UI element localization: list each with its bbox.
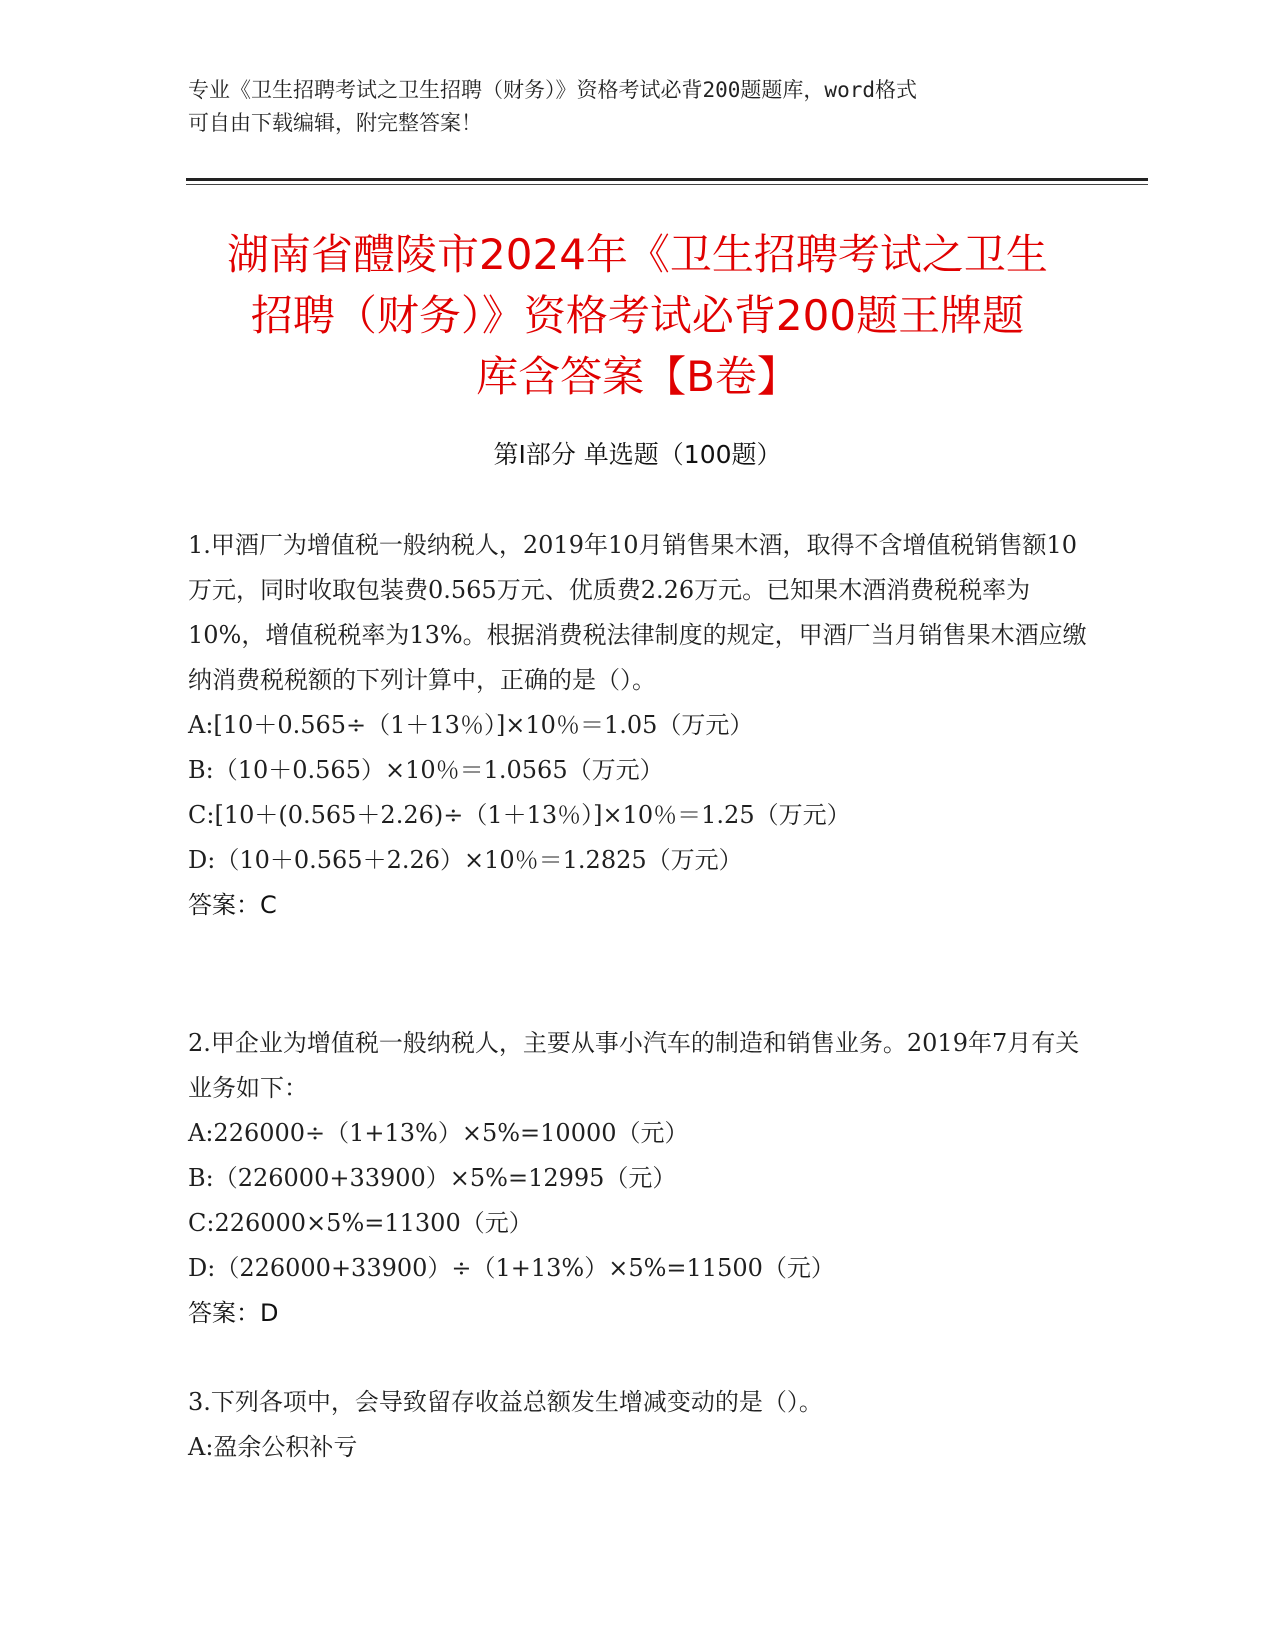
question-2 (188, 1021, 1088, 1336)
option-d: D:（226000+33900）÷（1+13%）×5%=11500（元） (188, 1254, 835, 1282)
option-a: A:226000÷（1+13%）×5%=10000（元） (188, 1119, 689, 1147)
option-b: B:（10＋0.565）×10％＝1.0565（万元） (188, 756, 664, 784)
option-c: C:226000×5%=11300（元） (188, 1209, 533, 1237)
header-rule-thin (186, 184, 1148, 185)
header-note-line1: 专业《卫生招聘考试之卫生招聘（财务）》资格考试必背200题题库，word格式 (188, 78, 917, 102)
title-line3: 库含答案【B卷】 (476, 352, 799, 401)
section-heading: 第Ⅰ部分 单选题（100题） (493, 440, 782, 469)
document-title (170, 224, 1105, 407)
option-a: A:[10＋0.565÷（1＋13％）]×10％＝1.05（万元） (188, 711, 754, 739)
title-line2: 招聘（财务）》资格考试必背200题王牌题 (250, 291, 1025, 340)
answer: 答案：C (188, 891, 277, 919)
question-text: 2.甲企业为增值税一般纳税人，主要从事小汽车的制造和销售业务。2019年7月有关业务如下： (188, 1029, 1080, 1102)
question-3 (188, 1380, 1088, 1470)
header-note (188, 74, 1088, 140)
header-note-line2: 可自由下载编辑，附完整答案！ (188, 111, 482, 135)
option-b: B:（226000+33900）×5%=12995（元） (188, 1164, 677, 1192)
header-rule-thick (186, 178, 1148, 181)
title-line1: 湖南省醴陵市2024年《卫生招聘考试之卫生 (227, 230, 1048, 279)
answer: 答案：D (188, 1299, 279, 1327)
question-1 (188, 523, 1088, 928)
option-d: D:（10＋0.565＋2.26）×10％＝1.2825（万元） (188, 846, 743, 874)
question-text: 3.下列各项中，会导致留存收益总额发生增减变动的是（）。 (188, 1388, 823, 1416)
option-c: C:[10＋(0.565＋2.26)÷（1＋13％）]×10％＝1.25（万元） (188, 801, 851, 829)
question-text: 1.甲酒厂为增值税一般纳税人，2019年10月销售果木酒，取得不含增值税销售额10万元，同时收取包装费0.565万元、优质费2.26万元。已知果木酒消费税税率为10%，增值税税率为13%。根据消费税法律制度的规定，甲酒厂当月销售果木酒应缴纳消费税税额的下列计算中，正确的是（）。 (188, 531, 1087, 694)
option-a: A:盈余公积补亏 (188, 1433, 358, 1461)
